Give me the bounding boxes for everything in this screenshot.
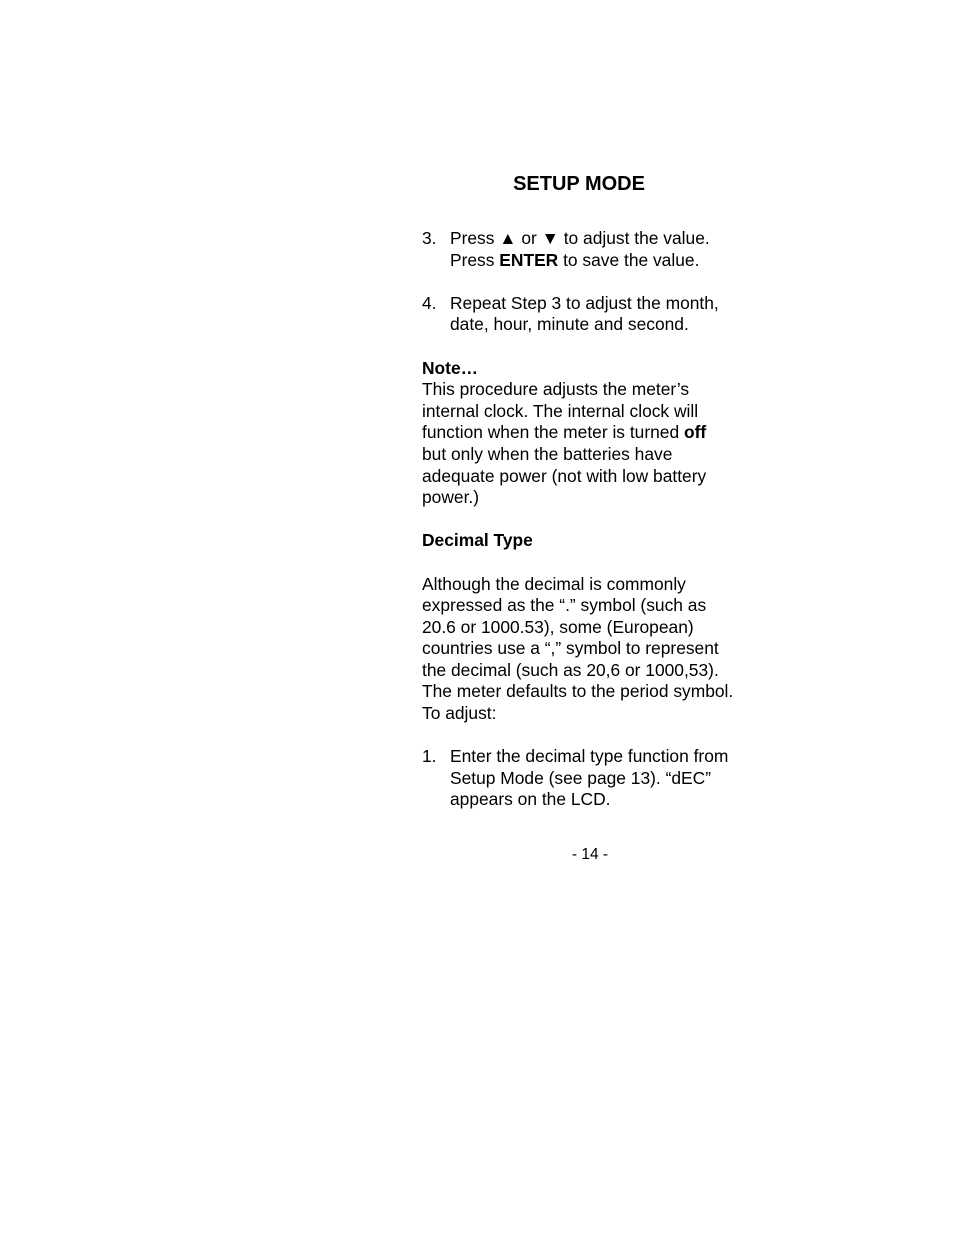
manual-page-column <box>422 170 742 811</box>
step-text: Repeat Step 3 to adjust the month, date, hour, minute and second. <box>450 292 719 335</box>
step-number: 4. <box>422 292 437 313</box>
step-text: Press ▲ or ▼ to adjust the value. Press ENTER to save the value. <box>450 228 710 270</box>
down-arrow-icon: ▼ <box>541 228 559 248</box>
note-text: This procedure adjusts the meter’s internal clock. The internal clock will function when the meter is turned off but only when the batteries have adequate power (not with low battery power.) <box>422 379 707 508</box>
page-number: - 14 - <box>571 846 609 863</box>
note-heading: Note… <box>422 357 479 378</box>
step-3 <box>422 228 742 271</box>
up-arrow-icon: ▲ <box>499 228 517 248</box>
step-number: 3. <box>422 228 437 248</box>
step-number: 1. <box>422 746 437 767</box>
note-emphasis: off <box>683 422 707 443</box>
step-4 <box>422 293 732 336</box>
section-heading-decimal-type: Decimal Type <box>422 530 533 551</box>
decimal-description: Although the decimal is commonly expressed as the “.” symbol (such as 20.6 or 1000.53), some (European) countries use a “,” symbol to represent the decimal (such as 20,6 or 1000,53). The meter defaults to the period symbol. To adjust: <box>422 573 734 724</box>
page-title: SETUP MODE <box>513 173 645 195</box>
step-1 <box>422 746 750 811</box>
step-text: Enter the decimal type function from Setup Mode (see page 13). “dEC” appears on the LCD. <box>450 746 729 810</box>
enter-key-label: ENTER <box>499 249 559 270</box>
